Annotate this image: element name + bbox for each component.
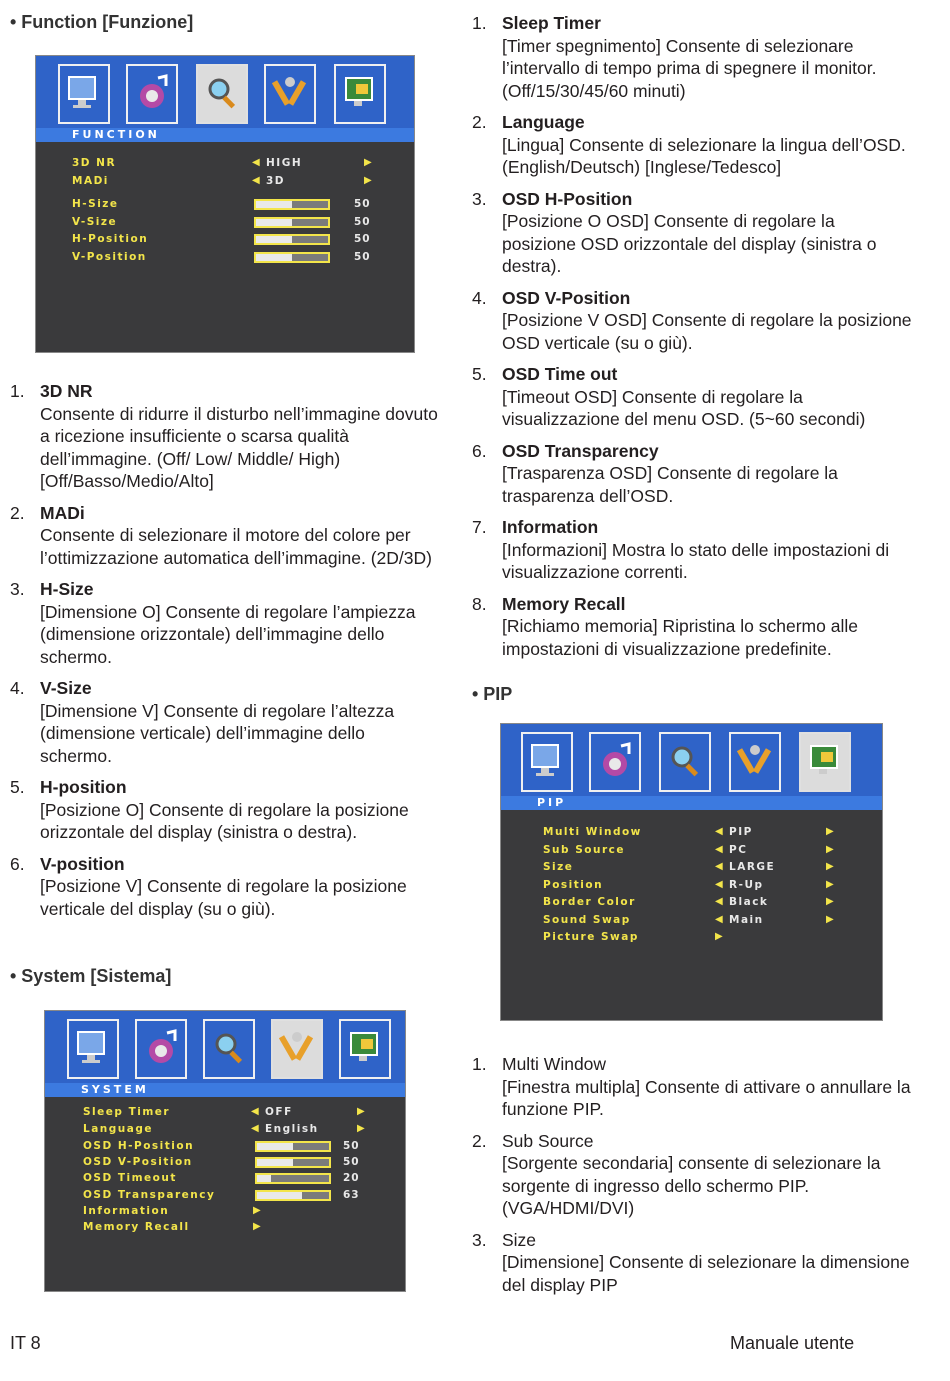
list-item — [10, 677, 440, 767]
arrow-left-icon: ◀ — [252, 175, 260, 186]
arrow-left-icon: ◀ — [715, 861, 723, 872]
osd-row-value: Black — [729, 896, 769, 908]
osd-row-label: 3D NR — [72, 157, 117, 169]
item-description: [Dimensione] Consente di selezionare la dimensione del display PIP — [502, 1252, 910, 1295]
osd-slider-label: V-Size — [72, 215, 118, 228]
osd-pip-screenshot — [500, 723, 883, 1021]
osd-slider-value: 20 — [343, 1172, 360, 1185]
list-item — [472, 1053, 912, 1121]
arrow-right-icon: ▶ — [357, 1123, 365, 1134]
function-tab-icon — [203, 1019, 255, 1079]
arrow-left-icon: ◀ — [251, 1123, 259, 1134]
arrow-right-icon: ▶ — [826, 843, 834, 855]
item-description: [Trasparenza OSD] Consente di regolare la trasparenza dell’OSD. — [502, 463, 838, 506]
osd-action-label: Information — [83, 1204, 170, 1217]
item-title: OSD Transparency — [502, 440, 659, 461]
arrow-right-icon: ▶ — [364, 157, 372, 168]
osd-slider-fill — [256, 254, 292, 261]
arrow-right-icon: ▶ — [253, 1204, 261, 1216]
osd-slider-bar — [255, 1141, 331, 1152]
osd-row-label: MADi — [72, 175, 109, 187]
arrow-right-icon: ▶ — [826, 896, 834, 907]
item-title: OSD Time out — [502, 364, 618, 384]
osd-title: SYSTEM — [81, 1083, 149, 1096]
osd-system-screenshot — [44, 1010, 406, 1292]
function-item-list — [10, 380, 440, 929]
osd-action-label: Memory Recall — [83, 1221, 190, 1233]
arrow-right-icon: ▶ — [364, 175, 372, 186]
footer-page-number: IT 8 — [10, 1333, 41, 1353]
osd-slider-fill — [257, 1159, 293, 1166]
item-title: OSD V-Position — [502, 287, 631, 308]
osd-row-label: Position — [543, 878, 604, 891]
osd-row-value: OFF — [265, 1106, 293, 1118]
item-number: 2. — [10, 502, 25, 523]
list-item — [472, 188, 912, 278]
list-item — [10, 853, 440, 921]
osd-slider-value: 50 — [354, 215, 371, 228]
item-description: [Informazioni] Mostra lo stato delle impostazioni di visualizzazione correnti. — [502, 539, 890, 582]
item-number: 8. — [472, 593, 487, 614]
list-item — [10, 776, 440, 844]
osd-slider-label: H-Position — [72, 233, 149, 245]
osd-row-label: Border Color — [543, 896, 636, 908]
picture-tab-icon — [58, 64, 110, 124]
list-item — [472, 363, 912, 431]
item-title: Language — [502, 112, 585, 132]
item-description: Consente di ridurre il disturbo nell’immagine dovuto a ricezione insufficiente o scarsa qualità dell’immagine. (Off/ Low/ Middle/ High) [Off/Basso/Medio/Alto] — [40, 403, 438, 491]
osd-slider-bar — [254, 234, 330, 245]
item-number: 6. — [10, 853, 25, 874]
osd-title-bar — [501, 796, 882, 810]
osd-slider-bar — [254, 199, 330, 210]
system-item-list — [472, 12, 912, 669]
osd-row-value: R-Up — [729, 878, 764, 891]
section-heading-system: • System [Sistema] — [10, 966, 172, 986]
arrow-left-icon: ◀ — [715, 843, 723, 855]
item-description: [Lingua] Consente di selezionare la lingua dell’OSD. (English/Deutsch) [Inglese/Tedesco] — [502, 134, 906, 177]
item-title: V-Size — [40, 678, 92, 698]
item-description: [Posizione V] Consente di regolare la posizione verticale del display (su o giù). — [40, 876, 407, 919]
item-title: Multi Window — [502, 1054, 607, 1074]
list-item — [472, 287, 912, 355]
item-title: OSD H-Position — [502, 188, 633, 209]
osd-slider-bar — [254, 252, 330, 263]
item-number: 3. — [10, 579, 25, 599]
audio-tab-icon — [589, 732, 641, 792]
item-number: 2. — [472, 112, 487, 132]
osd-slider-label: OSD Transparency — [83, 1188, 216, 1201]
osd-slider-value: 50 — [343, 1140, 360, 1152]
osd-title: PIP — [537, 796, 567, 809]
arrow-left-icon: ◀ — [715, 878, 723, 890]
item-description: [Finestra multipla] Consente di attivare o annullare la funzione PIP. — [502, 1076, 911, 1119]
item-description: [Dimensione O] Consente di regolare l’ampiezza (dimensione orizzontale) dell’immagine dello schermo. — [40, 601, 416, 667]
osd-row-value: HIGH — [266, 157, 303, 169]
pip-tab-icon — [339, 1019, 391, 1079]
arrow-left-icon: ◀ — [252, 157, 260, 168]
osd-row-value: Main — [729, 913, 764, 926]
osd-slider-value: 50 — [343, 1156, 360, 1169]
arrow-left-icon: ◀ — [251, 1106, 259, 1117]
item-description: [Sorgente secondaria] consente di selezionare la sorgente di ingresso dello schermo PIP. (VGA/HDMI/DVI) — [502, 1153, 881, 1218]
item-number: 6. — [472, 440, 487, 461]
list-item — [472, 1229, 912, 1297]
arrow-right-icon: ▶ — [253, 1221, 261, 1232]
osd-row-label: Language — [83, 1123, 153, 1135]
osd-slider-label: H-Size — [72, 198, 119, 210]
picture-tab-icon — [67, 1019, 119, 1079]
pip-item-list — [472, 1053, 912, 1305]
item-number: 3. — [472, 1229, 487, 1250]
osd-slider-label: OSD V-Position — [83, 1156, 193, 1169]
section-heading-pip: • PIP — [472, 684, 513, 704]
osd-slider-fill — [257, 1192, 302, 1199]
item-title: Size — [502, 1229, 537, 1250]
item-number: 4. — [10, 678, 25, 698]
osd-row-label: Size — [543, 861, 574, 873]
osd-slider-fill — [256, 219, 292, 226]
item-title: V-position — [40, 853, 125, 874]
arrow-right-icon: ▶ — [826, 861, 834, 872]
arrow-right-icon: ▶ — [826, 826, 834, 837]
list-item — [10, 578, 440, 668]
list-item — [472, 516, 912, 584]
list-item — [10, 380, 440, 493]
osd-row-value: English — [265, 1123, 319, 1135]
list-item — [472, 111, 912, 179]
item-title: Memory Recall — [502, 593, 626, 614]
item-number: 3. — [472, 188, 487, 209]
osd-row-value: LARGE — [729, 861, 776, 873]
function-tab-icon — [196, 64, 248, 124]
osd-slider-label: OSD Timeout — [83, 1172, 177, 1185]
item-description: [Posizione O OSD] Consente di regolare la posizione OSD orizzontale del display (sinistra o destra). — [502, 211, 877, 276]
osd-slider-fill — [256, 201, 292, 208]
item-number: 5. — [472, 364, 487, 384]
list-item — [472, 1130, 912, 1220]
system-tab-icon — [264, 64, 316, 124]
osd-title-bar — [36, 128, 414, 142]
osd-slider-label: V-Position — [72, 250, 147, 263]
osd-row-label: Multi Window — [543, 826, 642, 838]
item-title: MADi — [40, 502, 85, 523]
osd-row-value: PIP — [729, 826, 753, 838]
osd-slider-value: 50 — [354, 233, 371, 245]
arrow-right-icon: ▶ — [826, 913, 834, 925]
item-description: [Posizione V OSD] Consente di regolare la posizione OSD verticale (su o giù). — [502, 310, 912, 353]
item-number: 1. — [472, 1054, 487, 1074]
item-number: 4. — [472, 287, 487, 308]
list-item — [472, 12, 912, 102]
item-title: H-Size — [40, 579, 94, 599]
item-description: [Richiamo memoria] Ripristina lo schermo alle impostazioni di visualizzazione predefinite. — [502, 616, 858, 659]
item-number: 2. — [472, 1130, 487, 1151]
item-description: [Timer spegnimento] Consente di selezionare l’intervallo di tempo prima di spegnere il monitor. (Off/15/30/45/60 minuti) — [502, 35, 877, 101]
section-heading-function: • Function [Funzione] — [10, 12, 194, 32]
audio-tab-icon — [135, 1019, 187, 1079]
osd-slider-bar — [255, 1173, 331, 1184]
item-number: 7. — [472, 517, 487, 537]
osd-row-value: PC — [729, 843, 748, 856]
osd-function-screenshot — [35, 55, 415, 353]
item-title: Sleep Timer — [502, 13, 601, 33]
osd-title: FUNCTION — [72, 128, 160, 141]
item-number: 1. — [10, 381, 25, 401]
item-number: 5. — [10, 777, 25, 797]
item-description: Consente di selezionare il motore del colore per l’ottimizzazione automatica dell’immagine. (2D/3D) — [40, 525, 432, 568]
list-item — [10, 502, 440, 570]
arrow-right-icon: ▶ — [715, 931, 723, 942]
function-tab-icon — [659, 732, 711, 792]
item-description: [Posizione O] Consente di regolare la posizione orizzontale del display (sinistra o destra). — [40, 799, 409, 842]
arrow-left-icon: ◀ — [715, 913, 723, 925]
osd-slider-bar — [255, 1157, 331, 1168]
item-title: 3D NR — [40, 381, 93, 401]
pip-tab-icon — [799, 732, 851, 792]
system-tab-icon — [729, 732, 781, 792]
osd-slider-value: 50 — [354, 250, 371, 263]
osd-action-label: Picture Swap — [543, 931, 639, 943]
item-title: Sub Source — [502, 1130, 594, 1151]
item-title: Information — [502, 517, 599, 537]
item-description: [Dimensione V] Consente di regolare l’altezza (dimensione verticale) dell’immagine dello schermo. — [40, 700, 395, 766]
osd-slider-bar — [254, 217, 330, 228]
osd-slider-label: OSD H-Position — [83, 1140, 195, 1152]
item-number: 1. — [472, 13, 487, 33]
pip-tab-icon — [334, 64, 386, 124]
arrow-left-icon: ◀ — [715, 826, 723, 837]
arrow-left-icon: ◀ — [715, 896, 723, 907]
osd-row-value: 3D — [266, 175, 286, 187]
footer-manual-title: Manuale utente — [730, 1333, 855, 1353]
osd-title-bar — [45, 1083, 405, 1097]
arrow-right-icon: ▶ — [357, 1106, 365, 1117]
audio-tab-icon — [126, 64, 178, 124]
osd-row-label: Sleep Timer — [83, 1106, 171, 1118]
osd-row-label: Sound Swap — [543, 913, 631, 926]
osd-slider-fill — [257, 1175, 271, 1182]
arrow-right-icon: ▶ — [826, 878, 834, 890]
picture-tab-icon — [521, 732, 573, 792]
list-item — [472, 593, 912, 661]
item-title: H-position — [40, 777, 127, 797]
osd-slider-fill — [256, 236, 292, 243]
osd-row-label: Sub Source — [543, 843, 625, 856]
item-description: [Timeout OSD] Consente di regolare la visualizzazione del menu OSD. (5~60 secondi) — [502, 386, 866, 429]
osd-slider-value: 63 — [343, 1188, 360, 1201]
osd-slider-fill — [257, 1143, 293, 1150]
list-item — [472, 440, 912, 508]
osd-slider-value: 50 — [354, 198, 371, 210]
system-tab-icon — [271, 1019, 323, 1079]
osd-slider-bar — [255, 1190, 331, 1201]
